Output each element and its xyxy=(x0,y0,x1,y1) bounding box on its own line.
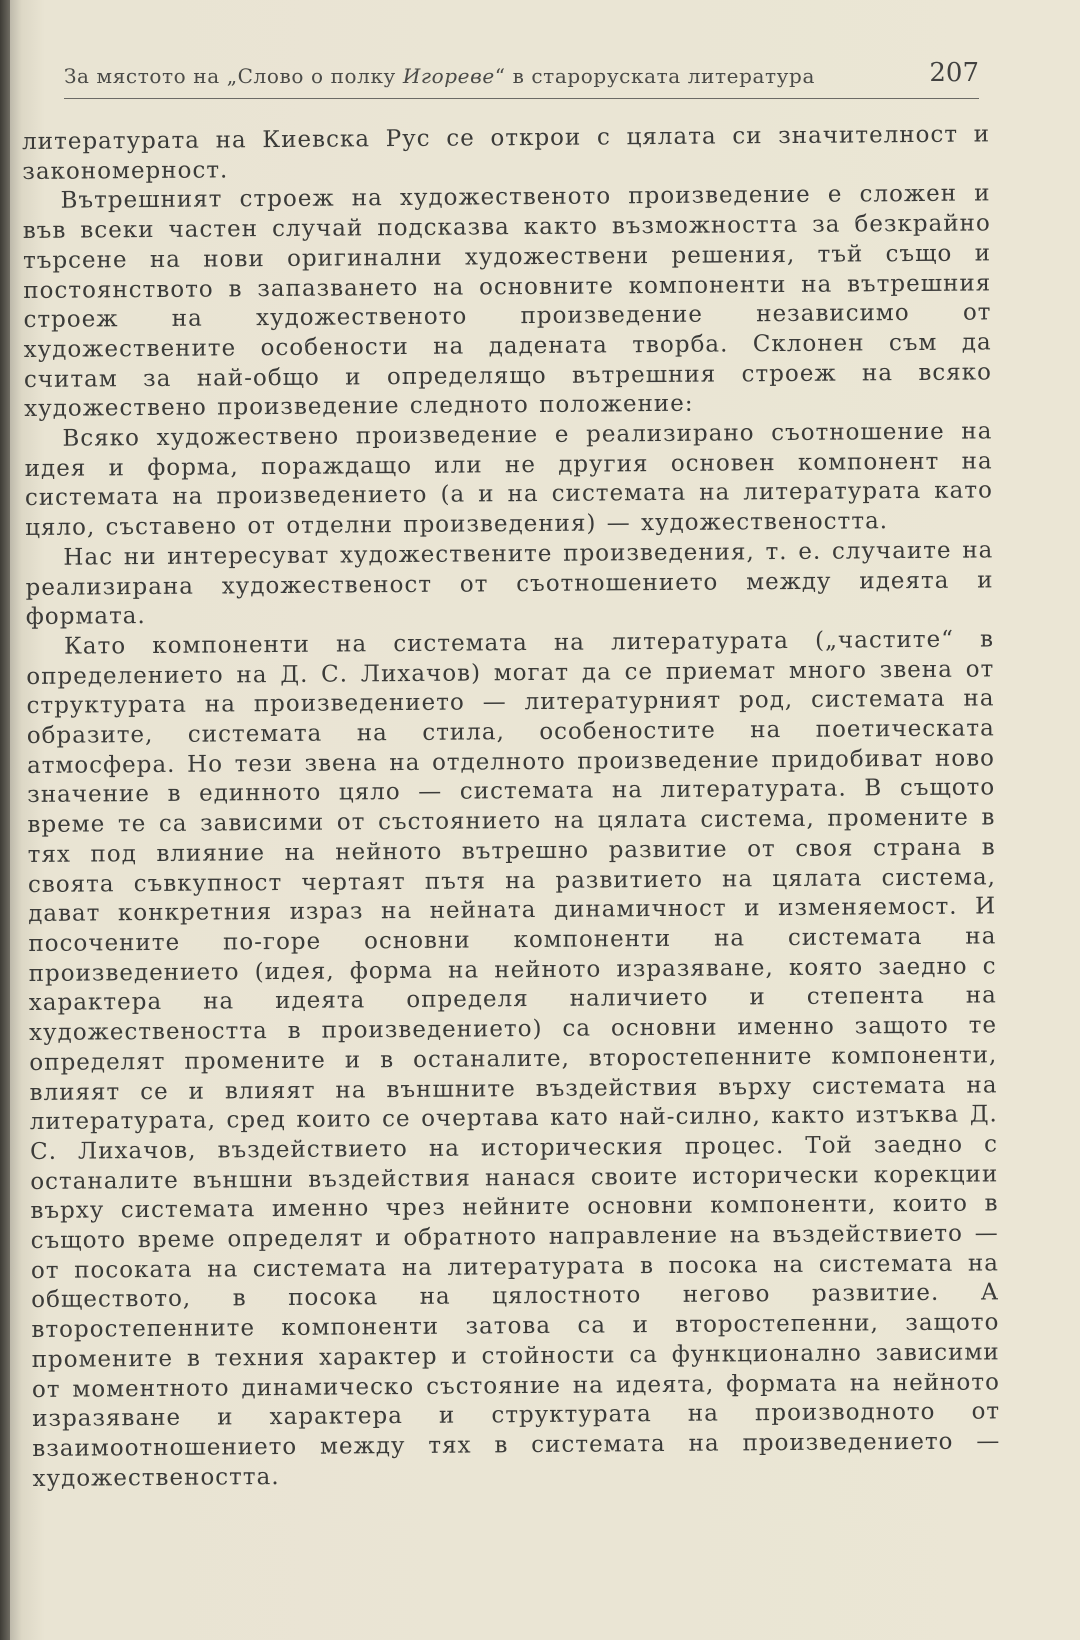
body-text xyxy=(22,120,1001,1588)
paragraph-4: Нас ни интересуват художествените произведения, т. е. случаите на реализирана художественост от съотношението между идеята и формата. xyxy=(25,537,994,631)
paragraph-2: Вътрешният строеж на художественото произведение е сложен и във всеки частен случай подсказва както възможността за безкрайно търсене на нови оригинални художествени решения, тъй също и постоянството в запазването на основните компоненти на вътрешния строеж на художественото произведение независимо от художествените особености на дадената творба. Склонен съм да считам за най-общо и определящо вътрешния строеж на всяко художествено произведение следното положение: xyxy=(22,180,993,423)
paragraph-5: Като компоненти на системата на литературата („частите“ в определението на Д. С. Лихачов) могат да се приемат много звена от структурата на произведението — литературният род, системата на образите, системата на стила, особеностите на поетическата атмосфера. Но тези звена на отделното произведение придобиват ново значение в единното цяло — системата на литературата. В същото време те са зависими от състоянието на цялата система, промените в тях под влияние на нейното вътрешно развитие от своя страна в своята съвкупност чертаят пътя на развитието на цялата система, дават конкретния израз на нейната динамичност и изменяемост. И посочените по-горе основни компоненти на системата на произведението (идея, форма на нейното изразяване, която заедно с характера на идеята определя наличието и степента на художествеността в произведението) са основни именно защото те определят промените и в останалите, второстепенните компоненти, влияят се и влияят на външните въздействия върху системата на литературата, сред които се очертава като най-силно, както изтъква Д. С. Лихачов, въздействието на историческия процес. Той заедно с останалите външни въздействия нанася своите исторически корекции върху системата именно чрез нейните основни компоненти, които в същото време определят и обратното направление на въздействието — от посоката на системата на литературата в посока на системата на обществото, в посока на цялостното негово развитие. А второстепенните компоненти затова са и второстепенни, защото промените в техния характер и стойности са функционално зависими от моментното динамическо състояние на идеята, формата на нейното изразяване и характера и структурата на производното от взаимоотношението между тях в системата на произведението — художествеността. xyxy=(26,626,1001,1492)
running-title-part1: За мястото на „Слово о полку xyxy=(64,64,403,88)
running-title-italic: Игореве xyxy=(402,64,495,88)
paragraph-1: литературата на Киевска Рус се открои с цялата си значителност и закономерност. xyxy=(22,121,991,185)
paragraph-3: Всяко художествено произведение е реализирано съотношение на идея и форма, пораждащо или не другия основен компонент на системата на произведението (а и на системата на литературата като цяло, съставено от отделни произведения) — художествеността. xyxy=(24,418,993,542)
book-spine-shadow xyxy=(0,0,10,1640)
running-title-part2: “ в староруската литература xyxy=(494,64,815,88)
page-header xyxy=(64,58,979,99)
page-number: 207 xyxy=(929,58,979,88)
running-title xyxy=(64,64,815,88)
